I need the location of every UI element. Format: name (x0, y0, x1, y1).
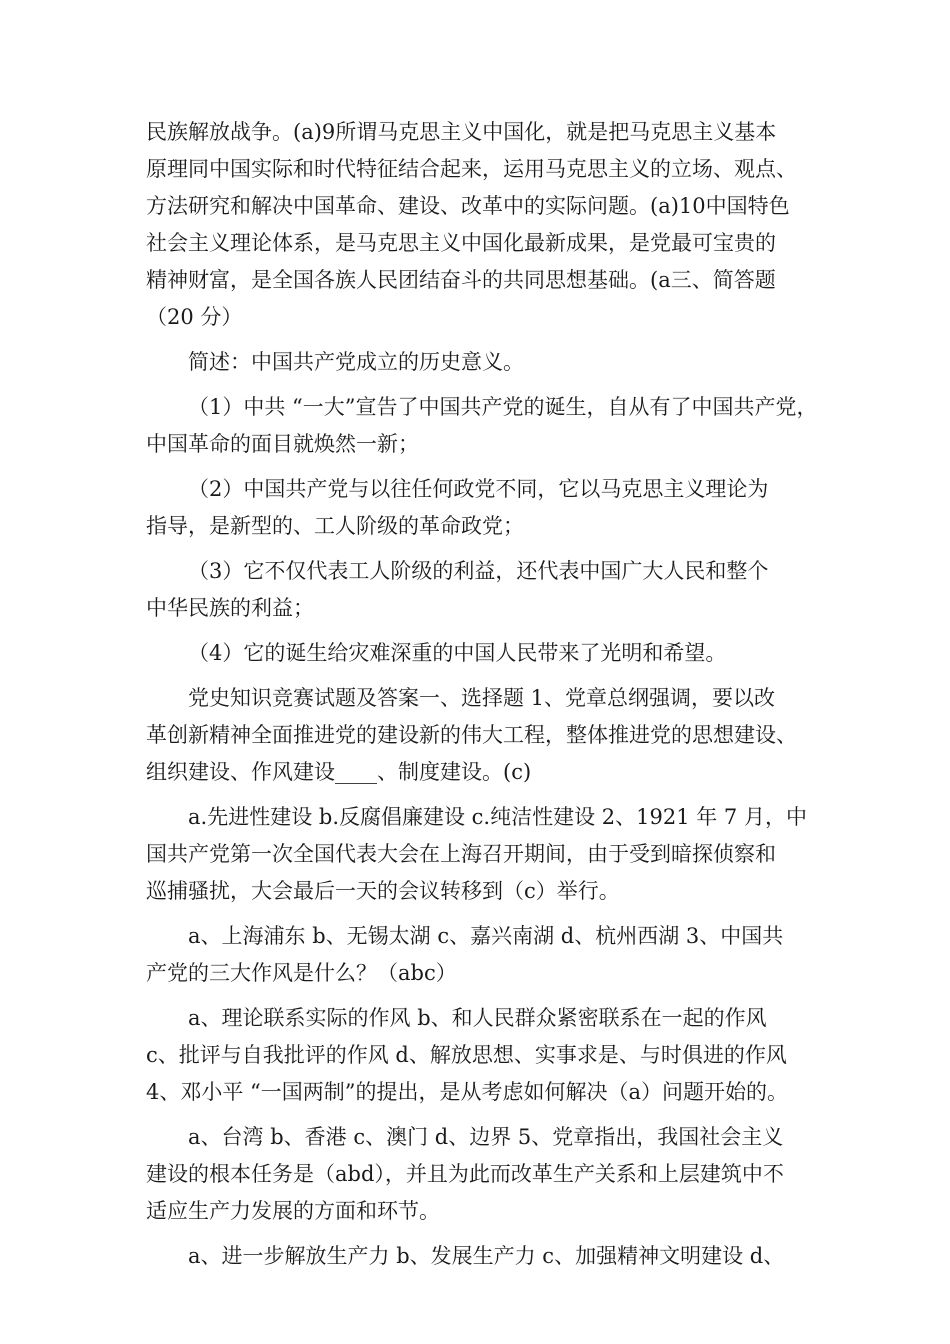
text-line: 简述：中国共产党成立的历史意义。 (188, 350, 524, 374)
text-line: a、上海浦东 b、无锡太湖 c、嘉兴南湖 d、杭州西湖 3、中国共 (188, 924, 784, 948)
text-line: 党史知识竞赛试题及答案一、选择题 1、党章总纲强调，要以改 (188, 686, 776, 710)
text-line: a、理论联系实际的作风 b、和人民群众紧密联系在一起的作风 (188, 1006, 767, 1030)
text-line: （2）中国共产党与以往任何政党不同，它以马克思主义理论为 (188, 477, 769, 501)
text-line: 中华民族的利益； (146, 596, 314, 620)
text-line: a、台湾 b、香港 c、澳门 d、边界 5、党章指出，我国社会主义 (188, 1125, 784, 1149)
text-line: 方法研究和解决中国革命、建设、改革中的实际问题。(a)10中国特色 (146, 194, 790, 218)
text-line: 产党的三大作风是什么？（abc） (146, 961, 457, 985)
text-line: 原理同中国实际和时代特征结合起来，运用马克思主义的立场、观点、 (146, 157, 797, 181)
text-line: （4）它的诞生给灾难深重的中国人民带来了光明和希望。 (188, 641, 727, 665)
text-line: 社会主义理论体系，是马克思主义中国化最新成果，是党最可宝贵的 (146, 231, 776, 255)
text-line: 建设的根本任务是（abd），并且为此而改革生产关系和上层建筑中不 (146, 1162, 784, 1186)
text-line: 中国革命的面目就焕然一新； (146, 432, 419, 456)
text-line: 4、邓小平 “一国两制”的提出，是从考虑如何解决（a）问题开始的。 (146, 1080, 789, 1104)
text-line: a.先进性建设 b.反腐倡廉建设 c.纯洁性建设 2、1921 年 7 月，中 (188, 805, 807, 829)
text-line: 精神财富，是全国各族人民团结奋斗的共同思想基础。(a三、简答题 (146, 268, 776, 292)
text-line: 指导，是新型的、工人阶级的革命政党； (146, 514, 524, 538)
text-line: （3）它不仅代表工人阶级的利益，还代表中国广大人民和整个 (188, 559, 769, 583)
text-line: 革创新精神全面推进党的建设新的伟大工程，整体推进党的思想建设、 (146, 723, 797, 747)
text-line: 组织建设、作风建设____、制度建设。(c) (146, 760, 532, 784)
document-body (146, 114, 818, 1275)
text-line: （1）中共 “一大”宣告了中国共产党的诞生，自从有了中国共产党， (188, 395, 818, 419)
text-line: c、批评与自我批评的作风 d、解放思想、实事求是、与时俱进的作风 (146, 1043, 787, 1067)
text-line: 适应生产力发展的方面和环节。 (146, 1199, 440, 1223)
text-line: a、进一步解放生产力 b、发展生产力 c、加强精神文明建设 d、 (188, 1244, 785, 1268)
text-line: 国共产党第一次全国代表大会在上海召开期间，由于受到暗探侦察和 (146, 842, 776, 866)
text-line: 民族解放战争。(a)9所谓马克思主义中国化，就是把马克思主义基本 (146, 120, 777, 144)
text-line: 巡捕骚扰，大会最后一天的会议转移到（c）举行。 (146, 879, 620, 903)
text-line: （20 分） (146, 305, 243, 329)
